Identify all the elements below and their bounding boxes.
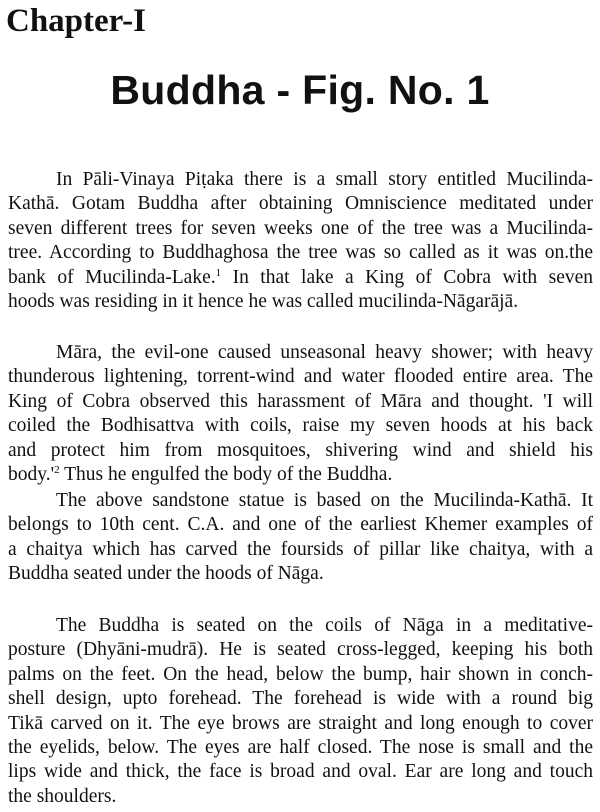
text-line: Buddha seated under the hoods of Nāga.: [8, 563, 324, 585]
footnote-marker: 1: [215, 266, 222, 279]
text-line: Kathā. Gotam Buddha after obtaining Omniscience meditated under: [8, 193, 593, 215]
chapter-heading: Chapter-I: [6, 3, 146, 39]
text-line: shell design, upto forehead. The forehead is wide with a round big: [8, 688, 593, 710]
text-line: a chaitya which has carved the foursids of pillar like chaitya, with a: [8, 538, 593, 560]
text-span: bank of Mucilinda-Lake.: [8, 266, 216, 288]
text-line: thunderous lightening, torrent-wind and water flooded entire area. The: [8, 366, 593, 388]
text-span: In that lake a King of Cobra with seven: [221, 266, 593, 288]
text-line: [8, 266, 593, 290]
text-line: belongs to 10th cent. C.A. and one of the earliest Khemer examples of: [8, 514, 593, 536]
text-line: the eyelids, below. The eyes are half closed. The nose is small and the: [8, 737, 593, 759]
text-line: tree. According to Buddhaghosa the tree was so called as it was on.the: [8, 242, 593, 264]
text-line: The Buddha is seated on the coils of Nāga in a meditative-: [56, 615, 593, 636]
paragraph-3: [8, 489, 593, 587]
text-line: In Pāli-Vinaya Piṭaka there is a small story entitled Mucilinda-: [56, 169, 593, 190]
text-line: Māra, the evil-one caused unseasonal heavy shower; with heavy: [56, 342, 593, 363]
text-span: body.': [8, 464, 55, 486]
text-line: and protect him from mosquitoes, shivering wind and shield his: [8, 439, 593, 461]
text-line: the shoulders.: [8, 785, 117, 807]
text-line: Tikā carved on it. The eye brows are straight and long enough to cover: [8, 712, 593, 734]
page-title: Buddha - Fig. No. 1: [110, 67, 490, 113]
paragraph-4: [8, 614, 593, 809]
paragraph-2: [8, 341, 593, 487]
text-line: seven different trees for seven weeks one of the tree was a Mucilinda-: [8, 217, 593, 239]
text-line: coiled the Bodhisattva with coils, raise my seven hoods at his back: [8, 415, 593, 437]
text-line: [8, 463, 593, 487]
text-line: hoods was residing in it hence he was called mucilinda-Nāgarājā.: [8, 291, 519, 313]
text-line: The above sandstone statue is based on the Mucilinda-Kathā. It: [56, 490, 593, 511]
paragraph-1: [8, 168, 593, 314]
text-span: Thus he engulfed the body of the Buddha.: [59, 464, 393, 486]
text-line: palms on the feet. On the head, below the bump, hair shown in conch-: [8, 663, 593, 685]
text-line: King of Cobra observed this harassment of Māra and thought. 'I will: [8, 390, 593, 412]
footnote-marker: 2: [54, 464, 60, 477]
text-line: lips wide and thick, the face is broad and oval. Ear are long and touch: [8, 761, 593, 783]
text-line: posture (Dhyāni-mudrā). He is seated cross-legged, keeping his both: [8, 639, 593, 661]
